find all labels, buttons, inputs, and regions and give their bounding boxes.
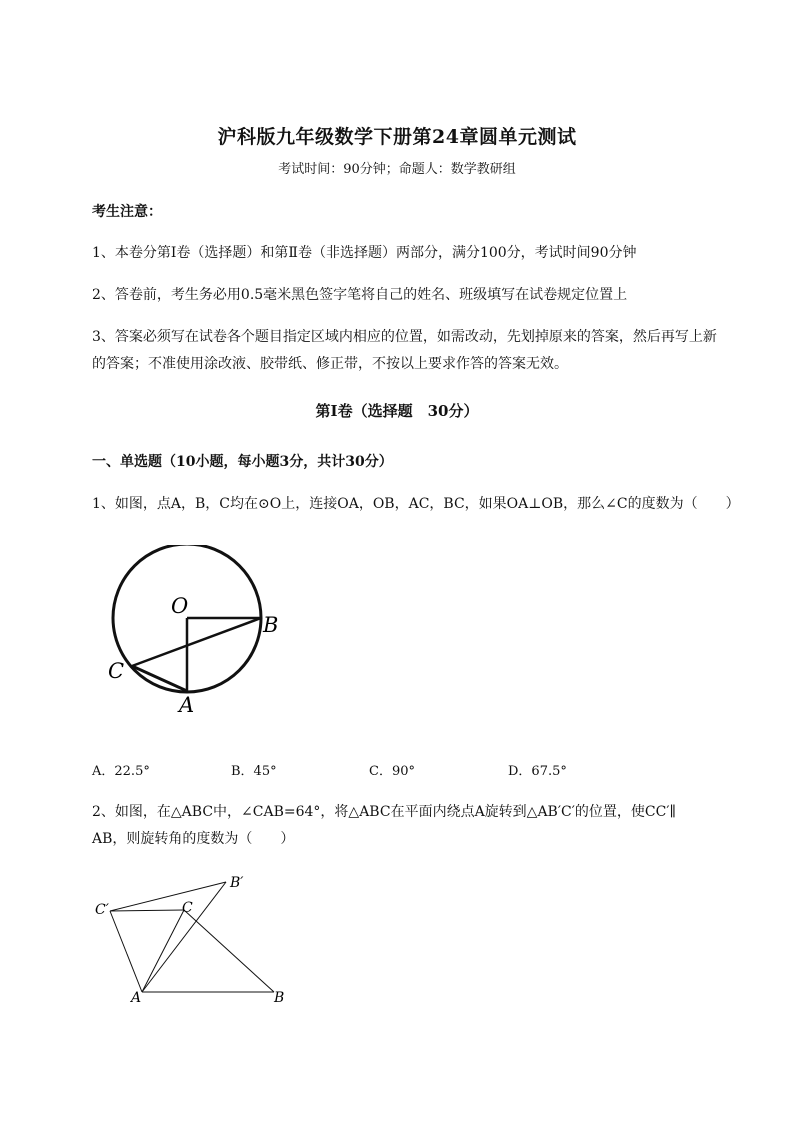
notice-item-3: 3、答案必须写在试卷各个题目指定区域内相应的位置，如需改动，先划掉原来的答案，然后再写上新 [92,329,717,345]
question-2-figure [90,870,310,1015]
exam-info: 考试时间：90分钟；命题人：数学教研组 [278,162,516,177]
label-c: C [108,659,125,683]
segment-c-prime-b-prime [110,882,226,911]
notice-item-1: 1、本卷分第I卷（选择题）和第Ⅱ卷（非选择题）两部分，满分100分，考试时间90分钟 [92,245,637,261]
page-title: 沪科版九年级数学下册第24章圆单元测试 [217,126,577,148]
question-1-text: 1、如图，点A，B，C均在⊙O上，连接OA，OB，AC，BC，如果OA⊥OB，那么∠C的度数为（ ） [92,496,740,512]
question-1-options [92,760,712,780]
segment-a-c [142,910,184,992]
segment-cb [132,618,261,666]
label-b: B [263,613,279,637]
option-c[interactable]: C．90° [369,764,415,779]
part1-title: 第I卷（选择题 30分） [315,402,479,420]
segment-c-prime-a [110,911,142,992]
label-c-prime: C′ [95,902,109,918]
notice-item-2: 2、答卷前，考生务必用0.5毫米黑色签字笔将自己的姓名、班级填写在试卷规定位置上 [92,287,628,303]
notice-heading: 考生注意： [92,204,162,220]
question-1-figure [100,545,300,725]
label-o: O [171,594,189,618]
segment-c-b [184,910,274,992]
notice-item-3-continued: 的答案；不准使用涂改液、胶带纸、修正带，不按以上要求作答的答案无效。 [92,356,568,372]
label-b-prime: B′ [230,875,244,891]
label-a: A [131,990,142,1006]
question-2-text-line1: 2、如图，在△ABC中，∠CAB=64°，将△ABC在平面内绕点A旋转到△AB′C′的位置，使CC′∥ [92,804,676,820]
option-d[interactable]: D．67.5° [508,764,567,779]
option-b[interactable]: B．45° [231,764,277,779]
segment-c-prime-c [110,910,184,911]
question-2-text-line2: AB，则旋转角的度数为（ ） [92,831,295,847]
single-choice-heading: 一、单选题（10小题，每小题3分，共计30分） [92,454,393,470]
label-a: A [179,693,195,717]
label-b: B [274,990,285,1006]
label-c: C [182,900,193,916]
option-a[interactable]: A．22.5° [92,764,150,779]
